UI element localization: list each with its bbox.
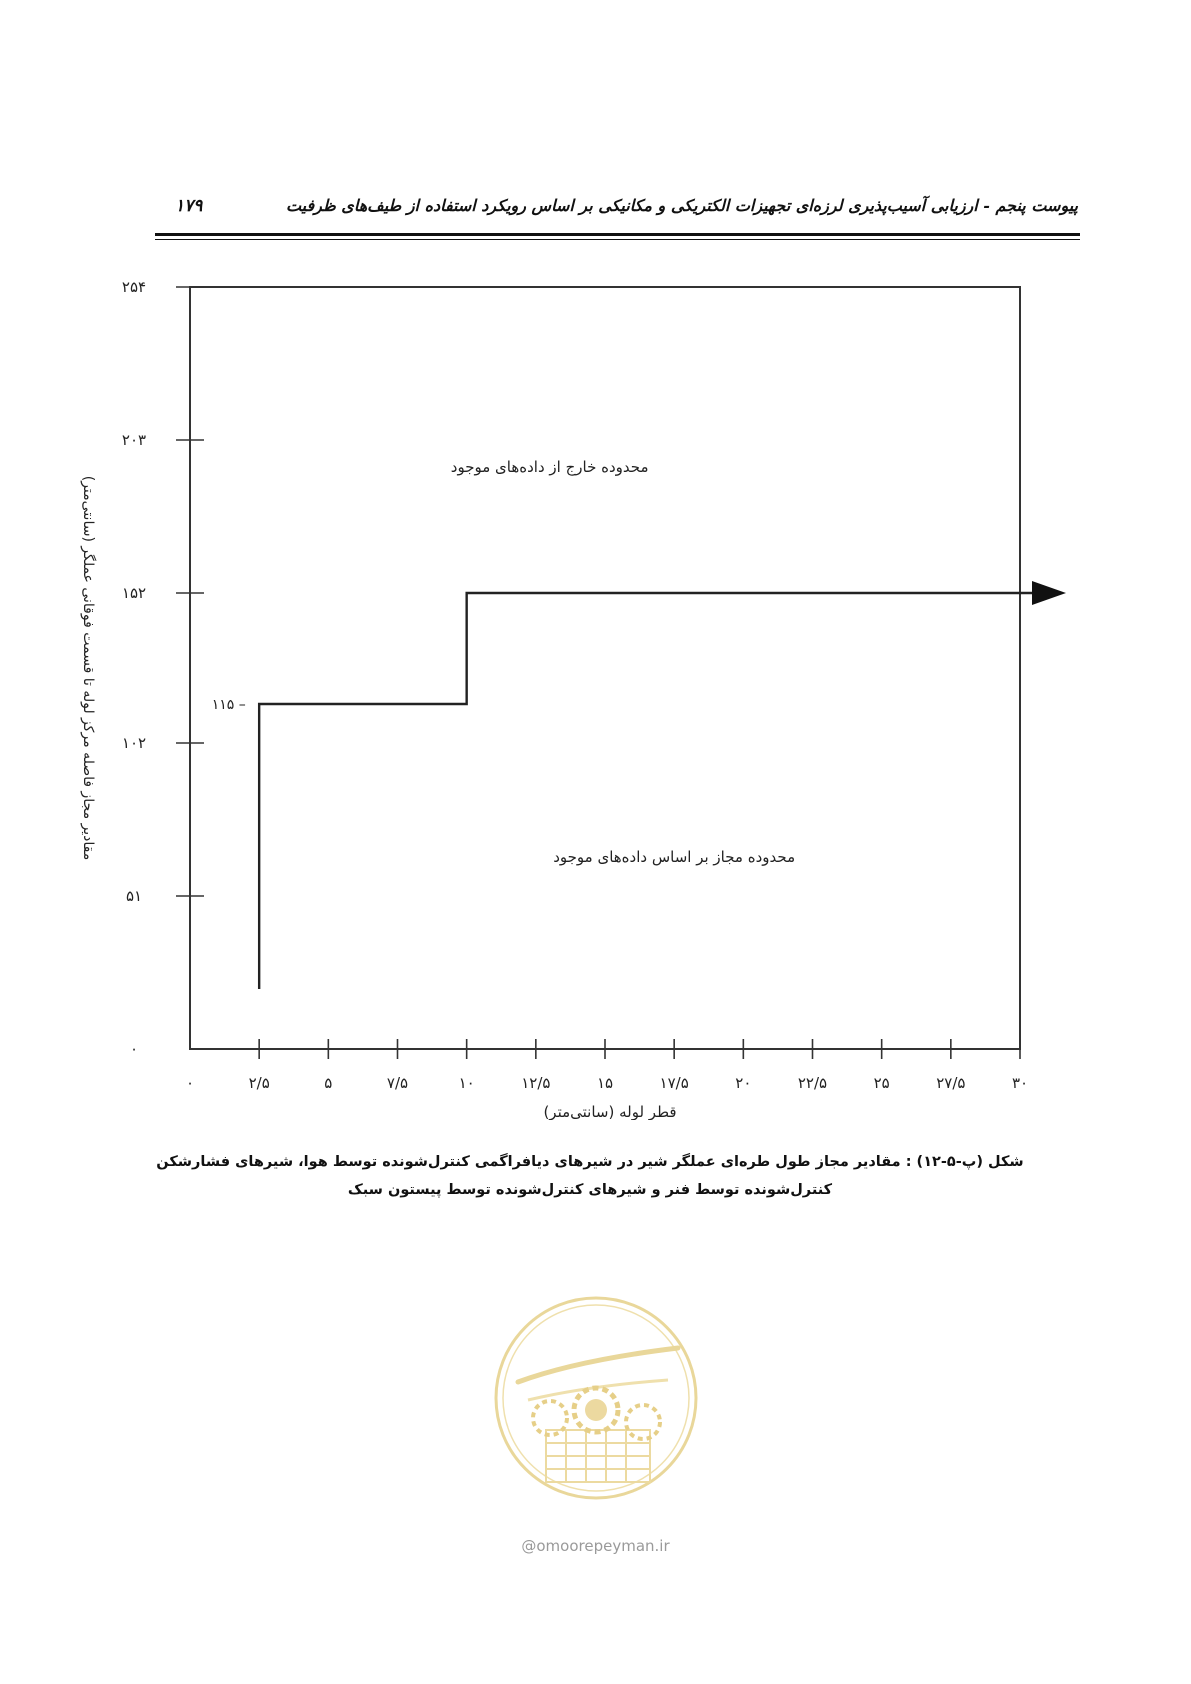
y-tick-label: ۰: [129, 1040, 139, 1058]
x-tick-label: ۲۵: [873, 1074, 890, 1092]
x-tick-label: ۰: [185, 1074, 195, 1092]
x-axis-label: قطر لوله (سانتی‌متر): [543, 1103, 677, 1120]
watermark-url: @omoorepeyman.ir: [521, 1537, 670, 1555]
x-tick-label: ۲/۵: [248, 1074, 270, 1092]
y-tick-label: ۱۵۲: [121, 584, 147, 602]
y-tick-label: ۲۰۳: [121, 431, 147, 449]
x-tick-label: ۱۲/۵: [521, 1074, 551, 1092]
x-tick-label: ۷/۵: [386, 1074, 409, 1092]
plot-frame: [190, 287, 1020, 1049]
watermark-logo: [488, 1290, 704, 1506]
arrow-icon: [1032, 581, 1066, 605]
page-number: ۱۷۹: [175, 196, 203, 216]
figure-caption: [150, 1148, 1030, 1204]
annotation-out-of-range: محدوده خارج از داده‌های موجود: [450, 458, 649, 476]
header-rule-thick: [155, 233, 1080, 236]
y-tick-label: ۱۰۲: [121, 734, 147, 752]
pipe-chart: [0, 270, 1191, 1120]
y-tick-label: ۵۱: [125, 887, 143, 905]
running-header: [155, 196, 1078, 230]
x-tick-label: ۲۲/۵: [797, 1074, 828, 1092]
x-tick-label: ۱۷/۵: [659, 1074, 689, 1092]
header-title: پیوست پنجم - ارزیابی آسیب‌پذیری لرزه‌ای تجهیزات الکتریکی و مکانیکی بر اساس رویکرد استفاده از طیف‌های ظرفیت: [285, 196, 1078, 215]
y-axis-ticks: [122, 278, 204, 1058]
x-axis-ticks: [186, 1039, 1028, 1092]
caption-line-2: کنترل‌شونده توسط فنر و شیرهای کنترل‌شونده توسط پیستون سبک: [347, 1182, 833, 1198]
annotation-115-label: ۱۱۵ –: [211, 697, 246, 713]
annotation-allowed-range: محدوده مجاز بر اساس داده‌های موجود: [553, 848, 796, 866]
x-tick-label: ۱۵: [596, 1074, 614, 1092]
header-rule-thin: [155, 239, 1080, 240]
series-line: [259, 593, 1038, 989]
x-tick-label: ۱۰: [458, 1074, 475, 1092]
caption-line-1: شکل (پ-۵-۱۲) : مقادیر مجاز طول طره‌ای عملگر شیر در شیرهای دیافراگمی کنترل‌شونده توسط هوا، شیرهای فشارشکن: [156, 1154, 1024, 1170]
y-axis-label: مقادیر مجاز فاصله مرکز لوله تا قسمت فوقانی عملگر (سانتی‌متر): [80, 475, 96, 861]
x-tick-label: ۵: [324, 1074, 333, 1092]
x-tick-label: ۳۰: [1011, 1074, 1029, 1092]
x-tick-label: ۲۰: [735, 1074, 752, 1092]
x-tick-label: ۲۷/۵: [936, 1074, 966, 1092]
y-tick-label: ۲۵۴: [121, 278, 147, 296]
